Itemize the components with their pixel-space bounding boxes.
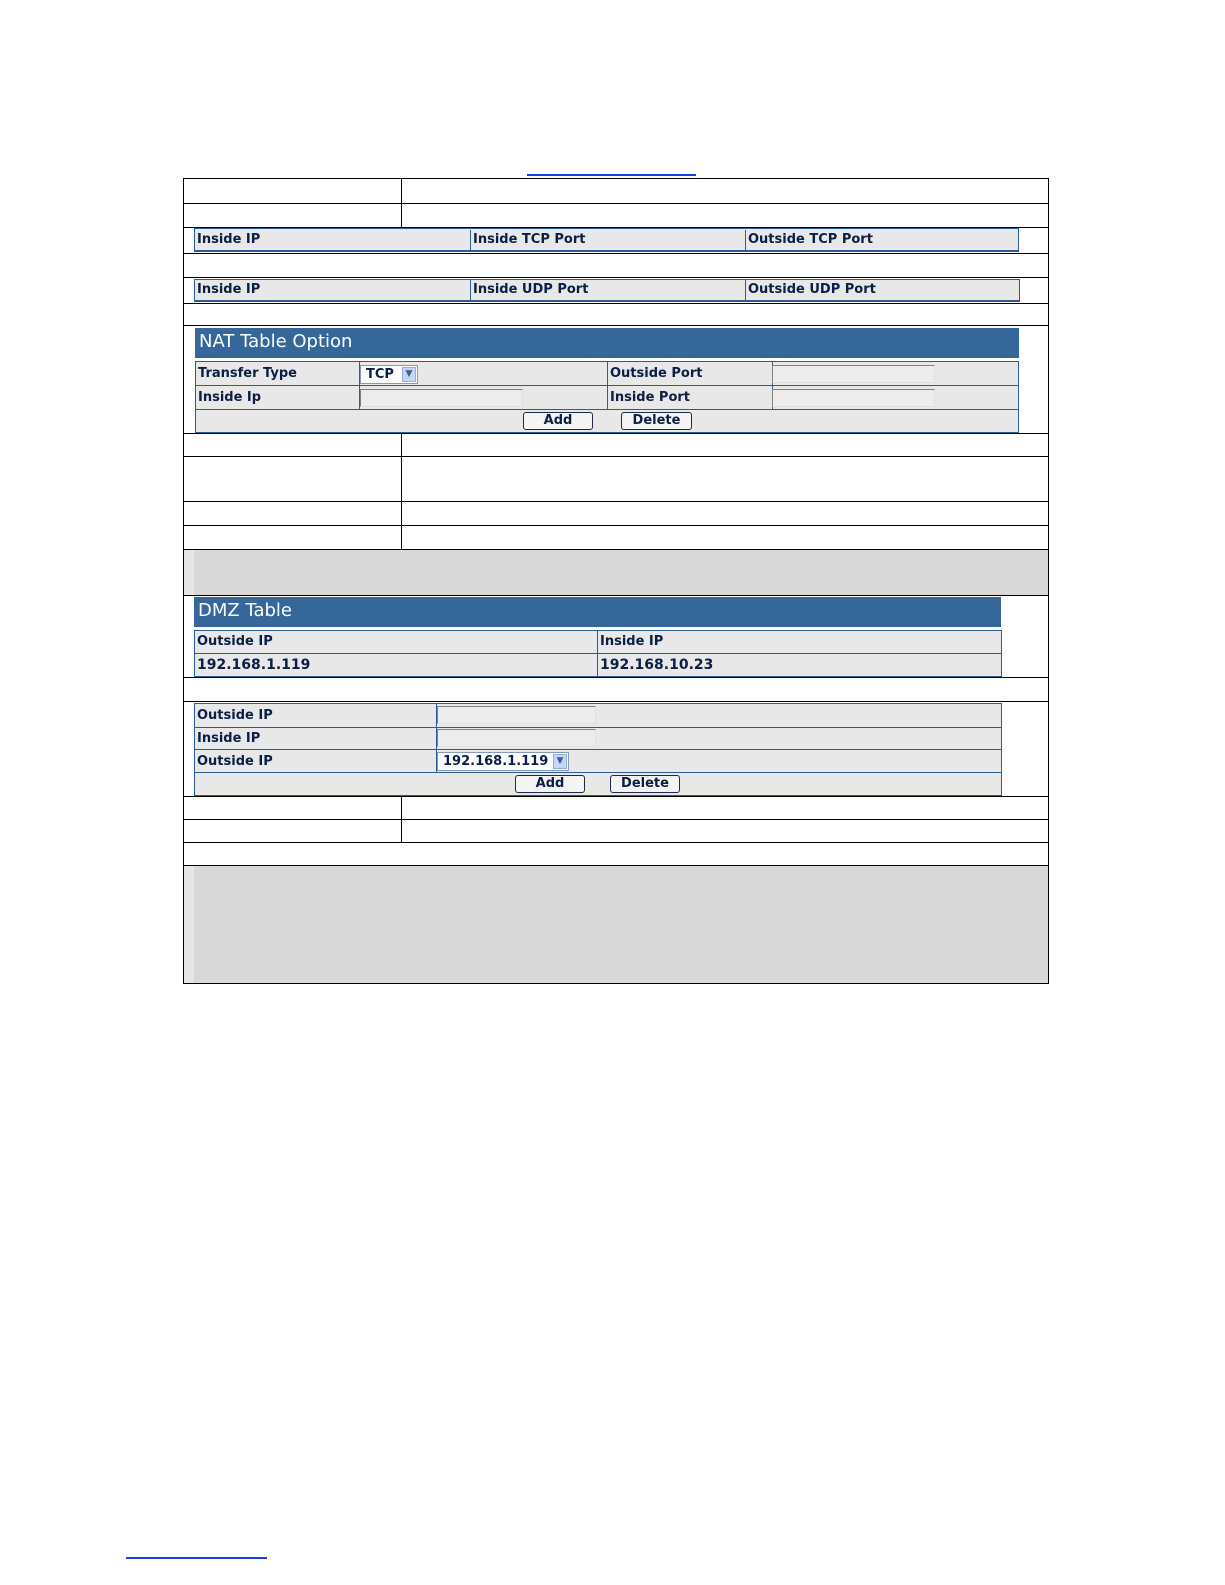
dmz-option-form <box>194 703 1002 796</box>
tcp-header-outside-port: Outside TCP Port <box>746 230 1018 251</box>
top-link-underline[interactable] <box>527 174 696 176</box>
udp-header-inside-port: Inside UDP Port <box>471 280 746 301</box>
tcp-port-table <box>194 228 1019 252</box>
dmz-outside-ip-select-label: Outside IP <box>195 750 437 773</box>
document-table <box>183 178 1049 984</box>
outside-port-label: Outside Port <box>608 362 773 386</box>
bottom-link-underline[interactable] <box>126 1557 267 1559</box>
dmz-outside-ip-select-value: 192.168.1.119 <box>443 754 549 769</box>
inside-ip-input[interactable] <box>360 389 523 407</box>
gray-bottom-band <box>184 866 1048 983</box>
udp-port-table <box>194 279 1020 302</box>
nat-table-option-title: NAT Table Option <box>195 328 1019 361</box>
chevron-down-icon: ▼ <box>553 754 567 769</box>
gray-note-band <box>184 550 1048 595</box>
udp-header-outside-port: Outside UDP Port <box>746 280 1019 301</box>
dmz-header-inside-ip: Inside IP <box>598 631 1001 654</box>
dmz-outside-ip-label: Outside IP <box>195 704 437 728</box>
dmz-row-outside-ip: 192.168.1.119 <box>195 654 598 676</box>
nat-delete-button[interactable]: Delete <box>621 412 692 430</box>
tcp-header-inside-ip: Inside IP <box>195 230 471 251</box>
dmz-delete-button[interactable]: Delete <box>610 775 680 793</box>
dmz-header-outside-ip: Outside IP <box>195 631 598 654</box>
nat-add-button[interactable]: Add <box>523 412 593 430</box>
inside-port-input[interactable] <box>772 389 935 407</box>
dmz-outside-ip-select[interactable] <box>437 752 569 771</box>
transfer-type-select[interactable] <box>360 365 418 384</box>
dmz-outside-ip-input[interactable] <box>437 706 596 724</box>
dmz-add-button[interactable]: Add <box>515 775 585 793</box>
inside-port-label: Inside Port <box>608 386 773 410</box>
dmz-row-inside-ip: 192.168.10.23 <box>600 657 714 673</box>
dmz-table-title: DMZ Table <box>194 597 1001 630</box>
udp-header-inside-ip: Inside IP <box>195 280 471 301</box>
dmz-inside-ip-input[interactable] <box>437 729 596 747</box>
transfer-type-value: TCP <box>366 367 394 382</box>
outside-port-input[interactable] <box>772 365 935 383</box>
inside-ip-label: Inside Ip <box>196 386 360 410</box>
transfer-type-label: Transfer Type <box>196 362 360 386</box>
tcp-header-inside-port: Inside TCP Port <box>471 230 746 251</box>
chevron-down-icon: ▼ <box>402 367 416 382</box>
dmz-inside-ip-label: Inside IP <box>195 728 437 750</box>
dmz-table <box>194 630 1002 677</box>
